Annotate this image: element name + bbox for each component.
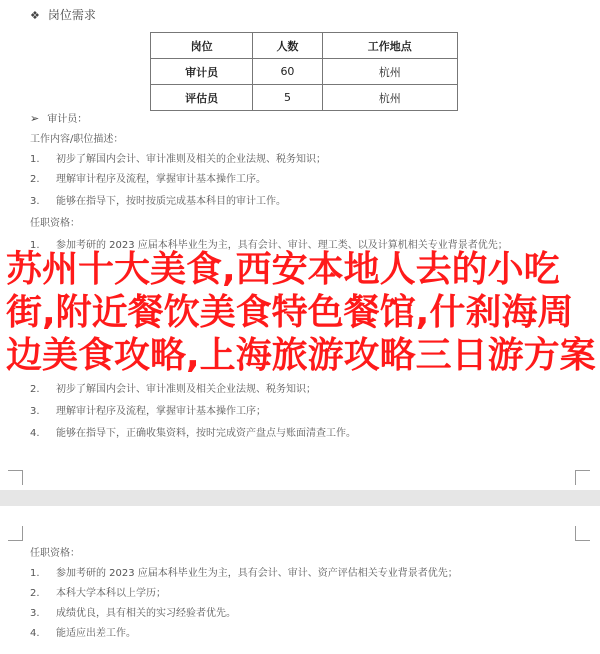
qual-label: 任职资格：	[30, 218, 80, 229]
list-item: 1. 初步了解国内会计、审计准则及相关的企业法规、税务知识；	[30, 154, 326, 165]
table-header-row	[151, 33, 458, 59]
table-header-cell: 工作地点	[322, 33, 457, 59]
check-bullet-icon: ➢	[30, 112, 40, 125]
section-heading	[30, 6, 96, 23]
table-row	[151, 85, 458, 111]
list-item: 2. 理解审计程序及流程，掌握审计基本操作工序。	[30, 174, 266, 185]
table-cell: 杭州	[322, 59, 457, 85]
page-corner-mark	[8, 526, 23, 541]
section-title: 岗位需求	[47, 8, 96, 22]
page-corner-mark	[575, 470, 590, 485]
requirements-table	[150, 32, 458, 111]
table-cell: 杭州	[322, 85, 457, 111]
document-page-bottom	[0, 506, 600, 654]
list-item: 4. 能够在指导下，正确收集资料，按时完成资产盘点与账面清查工作。	[30, 428, 356, 439]
auditor-heading	[30, 110, 87, 125]
page-corner-mark	[575, 526, 590, 541]
duty-label: 工作内容/职位描述：	[30, 134, 124, 145]
list-item: 3. 成绩优良，具有相关的实习经验者优先。	[30, 608, 236, 619]
list-item: 4. 能适应出差工作。	[30, 628, 136, 639]
square-bullet-icon: ❖	[30, 9, 40, 22]
list-item: 2. 本科大学本科以上学历；	[30, 588, 166, 599]
list-item: 1. 参加考研的 2023 应届本科毕业生为主，具有会计、审计、理工类、以及计算机相关专业背景者优先；	[30, 240, 508, 251]
page-gap	[0, 490, 600, 506]
auditor-title: 审计员：	[47, 114, 88, 125]
overlay-title: 苏州十大美食,西安本地人去的小吃街,附近餐饮美食特色餐馆,什刹海周边美食攻略,上海旅游攻略三日游方案	[6, 249, 596, 376]
table-cell: 60	[253, 59, 322, 85]
list-item: 2. 初步了解国内会计、审计准则及相关企业法规、税务知识；	[30, 384, 316, 395]
table-cell: 5	[253, 85, 322, 111]
list-item: 1. 参加考研的 2023 应届本科毕业生为主，具有会计、审计、资产评估相关专业背景者优先；	[30, 568, 458, 579]
table-header-cell: 岗位	[151, 33, 253, 59]
qual-label: 任职资格：	[30, 548, 80, 559]
page-corner-mark	[8, 470, 23, 485]
table-header-cell: 人数	[253, 33, 322, 59]
table-row	[151, 59, 458, 85]
table-cell: 审计员	[151, 59, 253, 85]
list-item: 3. 理解审计程序及流程，掌握审计基本操作工序；	[30, 406, 266, 417]
table-cell: 评估员	[151, 85, 253, 111]
list-item: 3. 能够在指导下，按时按质完成基本科目的审计工作。	[30, 196, 286, 207]
